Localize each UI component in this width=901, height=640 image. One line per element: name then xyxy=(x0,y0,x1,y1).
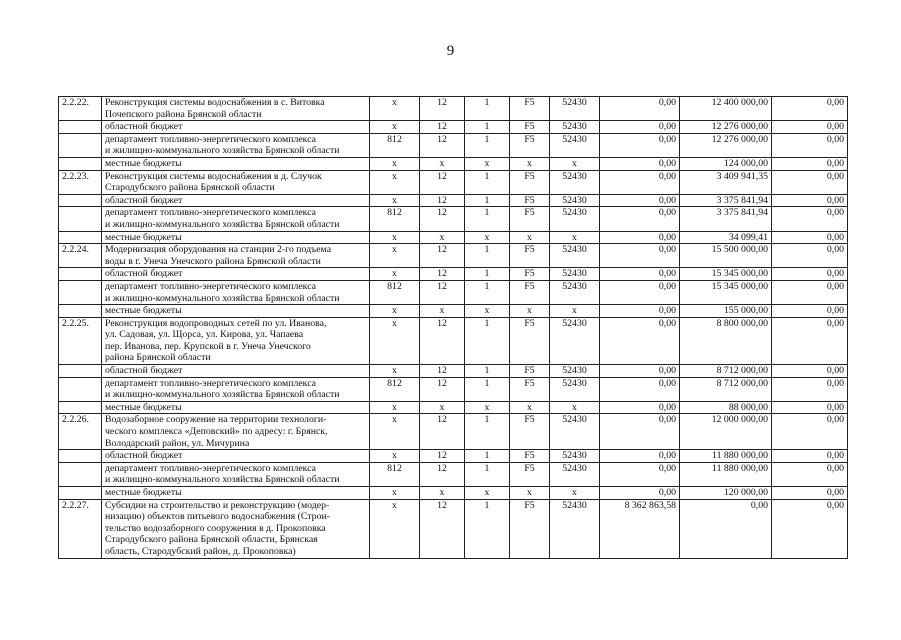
subsection-cell: 1 xyxy=(465,244,510,268)
target-subcode-cell: 52430 xyxy=(550,97,600,121)
table-row xyxy=(59,450,848,463)
amount-year1-cell: 0,00 xyxy=(600,194,680,207)
table-row xyxy=(59,487,848,500)
amount-year2-cell: 15 345 000,00 xyxy=(680,268,772,281)
amount-year1-cell: 0,00 xyxy=(600,121,680,134)
grbs-cell: х xyxy=(370,401,420,414)
amount-year1-cell: 0,00 xyxy=(600,170,680,194)
description-line: низацию) объектов питьевого водоснабжения (Строи- xyxy=(105,511,330,523)
target-code-cell: х xyxy=(510,305,550,318)
target-code-cell: F5 xyxy=(510,462,550,486)
target-subcode-cell: 52430 xyxy=(550,499,600,558)
subsection-cell: х xyxy=(465,487,510,500)
target-subcode-cell: 52430 xyxy=(550,133,600,157)
target-subcode-cell: 52430 xyxy=(550,194,600,207)
description-line: Модернизация оборудования на станции 2-го подъема xyxy=(105,244,332,256)
row-id-cell xyxy=(59,377,102,401)
table-row xyxy=(59,305,848,318)
target-subcode-cell: х xyxy=(550,305,600,318)
subsection-cell: 1 xyxy=(465,365,510,378)
grbs-cell: х xyxy=(370,499,420,558)
description-cell xyxy=(102,450,370,463)
section-cell: х xyxy=(420,487,465,500)
target-code-cell: х xyxy=(510,487,550,500)
description-line: Стародубского района Брянской области, Брянская xyxy=(105,534,318,546)
target-subcode-cell: 52430 xyxy=(550,414,600,450)
grbs-cell: х xyxy=(370,121,420,134)
description-cell xyxy=(102,157,370,170)
table-row xyxy=(59,414,848,450)
table-row xyxy=(59,317,848,364)
description-cell xyxy=(102,121,370,134)
section-cell: 12 xyxy=(420,170,465,194)
subsection-cell: 1 xyxy=(465,377,510,401)
amount-year1-cell: 0,00 xyxy=(600,305,680,318)
description-line: областной бюджет xyxy=(105,194,183,206)
description-line: местные бюджеты xyxy=(105,401,182,413)
row-id-cell: 2.2.26. xyxy=(59,414,102,450)
row-id-cell xyxy=(59,280,102,304)
target-code-cell: F5 xyxy=(510,414,550,450)
description-line: местные бюджеты xyxy=(105,157,182,169)
amount-year2-cell: 11 880 000,00 xyxy=(680,462,772,486)
section-cell: 12 xyxy=(420,377,465,401)
grbs-cell: х xyxy=(370,244,420,268)
amount-year3-cell: 0,00 xyxy=(772,450,848,463)
target-code-cell: х xyxy=(510,231,550,244)
amount-year3-cell: 0,00 xyxy=(772,170,848,194)
subsection-cell: 1 xyxy=(465,499,510,558)
amount-year3-cell: 0,00 xyxy=(772,97,848,121)
table-row xyxy=(59,365,848,378)
amount-year2-cell: 120 000,00 xyxy=(680,487,772,500)
target-code-cell: F5 xyxy=(510,377,550,401)
row-id-cell xyxy=(59,231,102,244)
subsection-cell: 1 xyxy=(465,194,510,207)
description-line: областной бюджет xyxy=(105,121,183,133)
row-id-cell xyxy=(59,207,102,231)
amount-year1-cell: 0,00 xyxy=(600,317,680,364)
section-cell: х xyxy=(420,157,465,170)
description-line: областной бюджет xyxy=(105,365,183,377)
amount-year3-cell: 0,00 xyxy=(772,121,848,134)
table-row xyxy=(59,207,848,231)
section-cell: 12 xyxy=(420,207,465,231)
description-cell xyxy=(102,305,370,318)
amount-year3-cell: 0,00 xyxy=(772,462,848,486)
description-line: и жилищно-коммунального хозяйства Брянской области xyxy=(105,292,340,304)
grbs-cell: х xyxy=(370,305,420,318)
amount-year3-cell: 0,00 xyxy=(772,268,848,281)
page-number: 9 xyxy=(446,43,455,59)
target-code-cell: F5 xyxy=(510,194,550,207)
amount-year1-cell: 0,00 xyxy=(600,401,680,414)
target-code-cell: F5 xyxy=(510,121,550,134)
target-code-cell: х xyxy=(510,401,550,414)
amount-year2-cell: 12 276 000,00 xyxy=(680,133,772,157)
amount-year2-cell: 11 880 000,00 xyxy=(680,450,772,463)
table-row xyxy=(59,170,848,194)
subsection-cell: 1 xyxy=(465,280,510,304)
amount-year2-cell: 12 400 000,00 xyxy=(680,97,772,121)
target-code-cell: F5 xyxy=(510,499,550,558)
description-line: пер. Иванова, пер. Крупской в г. Унеча Унечского xyxy=(105,340,311,352)
row-id-cell: 2.2.25. xyxy=(59,317,102,364)
target-subcode-cell: 52430 xyxy=(550,450,600,463)
amount-year2-cell: 15 345 000,00 xyxy=(680,280,772,304)
section-cell: 12 xyxy=(420,194,465,207)
description-cell xyxy=(102,194,370,207)
amount-year1-cell: 0,00 xyxy=(600,244,680,268)
target-subcode-cell: х xyxy=(550,157,600,170)
row-id-cell xyxy=(59,157,102,170)
target-subcode-cell: 52430 xyxy=(550,377,600,401)
target-code-cell: F5 xyxy=(510,244,550,268)
target-code-cell: х xyxy=(510,157,550,170)
amount-year3-cell: 0,00 xyxy=(772,401,848,414)
table-row xyxy=(59,157,848,170)
description-cell xyxy=(102,317,370,364)
description-line: местные бюджеты xyxy=(105,305,182,317)
subsection-cell: х xyxy=(465,231,510,244)
section-cell: 12 xyxy=(420,317,465,364)
amount-year2-cell: 3 375 841,94 xyxy=(680,207,772,231)
section-cell: 12 xyxy=(420,462,465,486)
subsection-cell: х xyxy=(465,157,510,170)
amount-year3-cell: 0,00 xyxy=(772,499,848,558)
amount-year3-cell: 0,00 xyxy=(772,244,848,268)
subsection-cell: 1 xyxy=(465,97,510,121)
amount-year3-cell: 0,00 xyxy=(772,305,848,318)
target-subcode-cell: 52430 xyxy=(550,121,600,134)
amount-year2-cell: 34 099,41 xyxy=(680,231,772,244)
description-cell xyxy=(102,401,370,414)
section-cell: х xyxy=(420,231,465,244)
target-subcode-cell: х xyxy=(550,401,600,414)
description-line: ул. Садовая, ул. Щорса, ул. Кирова, ул. Чапаева xyxy=(105,329,304,341)
description-cell xyxy=(102,170,370,194)
amount-year1-cell: 0,00 xyxy=(600,207,680,231)
subsection-cell: 1 xyxy=(465,121,510,134)
description-cell xyxy=(102,133,370,157)
description-line: района Брянской области xyxy=(105,352,211,364)
row-id-cell: 2.2.23. xyxy=(59,170,102,194)
target-subcode-cell: 52430 xyxy=(550,268,600,281)
subsection-cell: 1 xyxy=(465,462,510,486)
target-code-cell: F5 xyxy=(510,207,550,231)
row-id-cell xyxy=(59,268,102,281)
amount-year1-cell: 0,00 xyxy=(600,462,680,486)
amount-year2-cell: 12 000 000,00 xyxy=(680,414,772,450)
grbs-cell: 812 xyxy=(370,133,420,157)
section-cell: 12 xyxy=(420,414,465,450)
table-row xyxy=(59,121,848,134)
row-id-cell: 2.2.24. xyxy=(59,244,102,268)
row-id-cell xyxy=(59,121,102,134)
row-id-cell xyxy=(59,450,102,463)
table-row xyxy=(59,462,848,486)
description-line: местные бюджеты xyxy=(105,487,182,498)
grbs-cell: х xyxy=(370,194,420,207)
description-line: Реконструкция системы водоснабжения в д. Случок xyxy=(105,170,322,182)
table-row xyxy=(59,133,848,157)
amount-year3-cell: 0,00 xyxy=(772,487,848,500)
row-id-cell xyxy=(59,365,102,378)
table-row xyxy=(59,280,848,304)
section-cell: х xyxy=(420,305,465,318)
grbs-cell: 812 xyxy=(370,377,420,401)
grbs-cell: х xyxy=(370,487,420,500)
description-cell xyxy=(102,487,370,500)
description-line: департамент топливно-энергетического комплекса xyxy=(105,133,317,145)
row-id-cell xyxy=(59,462,102,486)
target-code-cell: F5 xyxy=(510,280,550,304)
amount-year1-cell: 0,00 xyxy=(600,97,680,121)
grbs-cell: х xyxy=(370,414,420,450)
target-subcode-cell: 52430 xyxy=(550,280,600,304)
amount-year2-cell: 8 800 000,00 xyxy=(680,317,772,364)
grbs-cell: х xyxy=(370,231,420,244)
section-cell: 12 xyxy=(420,121,465,134)
target-code-cell: F5 xyxy=(510,450,550,463)
description-line: воды в г. Унеча Унечского района Брянской области xyxy=(105,255,321,267)
target-subcode-cell: 52430 xyxy=(550,207,600,231)
description-cell xyxy=(102,414,370,450)
row-id-cell xyxy=(59,194,102,207)
subsection-cell: 1 xyxy=(465,450,510,463)
description-line: Володарский район, ул. Мичурина xyxy=(105,437,250,449)
amount-year2-cell: 155 000,00 xyxy=(680,305,772,318)
description-line: и жилищно-коммунального хозяйства Брянской области xyxy=(105,389,340,401)
grbs-cell: х xyxy=(370,317,420,364)
grbs-cell: 812 xyxy=(370,280,420,304)
description-line: тельство водозаборного сооружения в д. Прокоповка xyxy=(105,522,326,534)
amount-year1-cell: 0,00 xyxy=(600,365,680,378)
table-row xyxy=(59,268,848,281)
section-cell: 12 xyxy=(420,450,465,463)
section-cell: 12 xyxy=(420,244,465,268)
amount-year3-cell: 0,00 xyxy=(772,157,848,170)
subsection-cell: 1 xyxy=(465,133,510,157)
grbs-cell: х xyxy=(370,97,420,121)
target-subcode-cell: 52430 xyxy=(550,462,600,486)
description-line: областной бюджет xyxy=(105,268,183,280)
description-line: местные бюджеты xyxy=(105,231,182,243)
amount-year1-cell: 0,00 xyxy=(600,487,680,500)
subsection-cell: 1 xyxy=(465,414,510,450)
amount-year1-cell: 0,00 xyxy=(600,450,680,463)
description-cell xyxy=(102,499,370,558)
grbs-cell: х xyxy=(370,365,420,378)
subsection-cell: 1 xyxy=(465,268,510,281)
section-cell: 12 xyxy=(420,499,465,558)
subsection-cell: 1 xyxy=(465,317,510,364)
amount-year1-cell: 8 362 863,58 xyxy=(600,499,680,558)
amount-year1-cell: 0,00 xyxy=(600,157,680,170)
row-id-cell: 2.2.27. xyxy=(59,499,102,558)
row-id-cell xyxy=(59,305,102,318)
description-cell xyxy=(102,280,370,304)
description-cell xyxy=(102,365,370,378)
table-body xyxy=(59,97,848,559)
amount-year1-cell: 0,00 xyxy=(600,268,680,281)
description-line: область, Стародубский район, д. Прокоповка) xyxy=(105,545,296,557)
section-cell: х xyxy=(420,401,465,414)
description-line: Реконструкция системы водоснабжения в с. Витовка xyxy=(105,97,325,108)
amount-year3-cell: 0,00 xyxy=(772,231,848,244)
description-cell xyxy=(102,462,370,486)
amount-year1-cell: 0,00 xyxy=(600,231,680,244)
target-code-cell: F5 xyxy=(510,133,550,157)
target-subcode-cell: х xyxy=(550,487,600,500)
description-line: областной бюджет xyxy=(105,450,183,462)
amount-year2-cell: 3 409 941,35 xyxy=(680,170,772,194)
description-cell xyxy=(102,97,370,121)
target-code-cell: F5 xyxy=(510,170,550,194)
section-cell: 12 xyxy=(420,133,465,157)
grbs-cell: 812 xyxy=(370,462,420,486)
amount-year3-cell: 0,00 xyxy=(772,280,848,304)
table-row xyxy=(59,194,848,207)
description-line: Стародубского района Брянской области xyxy=(105,182,275,194)
description-line: и жилищно-коммунального хозяйства Брянской области xyxy=(105,145,340,157)
amount-year2-cell: 124 000,00 xyxy=(680,157,772,170)
description-line: и жилищно-коммунального хозяйства Брянской области xyxy=(105,474,340,486)
section-cell: 12 xyxy=(420,365,465,378)
table-row xyxy=(59,401,848,414)
amount-year3-cell: 0,00 xyxy=(772,414,848,450)
grbs-cell: 812 xyxy=(370,207,420,231)
amount-year2-cell: 0,00 xyxy=(680,499,772,558)
target-code-cell: F5 xyxy=(510,268,550,281)
table-row xyxy=(59,499,848,558)
description-line: департамент топливно-энергетического комплекса xyxy=(105,207,317,219)
description-line: Почепского района Брянской области xyxy=(105,108,262,120)
description-line: департамент топливно-энергетического комплекса xyxy=(105,377,317,389)
subsection-cell: х xyxy=(465,401,510,414)
target-subcode-cell: 52430 xyxy=(550,170,600,194)
table-row xyxy=(59,231,848,244)
description-line: ческого комплекса «Деповский» по адресу: г. Брянск, xyxy=(105,426,328,438)
amount-year3-cell: 0,00 xyxy=(772,365,848,378)
target-subcode-cell: 52430 xyxy=(550,244,600,268)
section-cell: 12 xyxy=(420,280,465,304)
table-row xyxy=(59,377,848,401)
amount-year3-cell: 0,00 xyxy=(772,194,848,207)
target-code-cell: F5 xyxy=(510,365,550,378)
grbs-cell: х xyxy=(370,450,420,463)
amount-year2-cell: 88 000,00 xyxy=(680,401,772,414)
amount-year3-cell: 0,00 xyxy=(772,317,848,364)
target-subcode-cell: 52430 xyxy=(550,365,600,378)
subsection-cell: 1 xyxy=(465,170,510,194)
row-id-cell xyxy=(59,487,102,500)
row-id-cell: 2.2.22. xyxy=(59,97,102,121)
grbs-cell: х xyxy=(370,170,420,194)
subsection-cell: 1 xyxy=(465,207,510,231)
amount-year2-cell: 8 712 000,00 xyxy=(680,365,772,378)
grbs-cell: х xyxy=(370,268,420,281)
amount-year2-cell: 8 712 000,00 xyxy=(680,377,772,401)
description-cell xyxy=(102,231,370,244)
description-cell xyxy=(102,244,370,268)
description-line: и жилищно-коммунального хозяйства Брянской области xyxy=(105,218,340,230)
amount-year2-cell: 12 276 000,00 xyxy=(680,121,772,134)
amount-year1-cell: 0,00 xyxy=(600,280,680,304)
target-code-cell: F5 xyxy=(510,317,550,364)
grbs-cell: х xyxy=(370,157,420,170)
budget-table xyxy=(58,96,848,559)
table-row xyxy=(59,244,848,268)
target-subcode-cell: х xyxy=(550,231,600,244)
amount-year3-cell: 0,00 xyxy=(772,207,848,231)
description-line: департамент топливно-энергетического комплекса xyxy=(105,280,317,292)
table-row xyxy=(59,97,848,121)
row-id-cell xyxy=(59,401,102,414)
target-code-cell: F5 xyxy=(510,97,550,121)
amount-year2-cell: 15 500 000,00 xyxy=(680,244,772,268)
amount-year3-cell: 0,00 xyxy=(772,133,848,157)
row-id-cell xyxy=(59,133,102,157)
section-cell: 12 xyxy=(420,268,465,281)
amount-year1-cell: 0,00 xyxy=(600,377,680,401)
description-cell xyxy=(102,268,370,281)
amount-year3-cell: 0,00 xyxy=(772,377,848,401)
description-line: департамент топливно-энергетического комплекса xyxy=(105,462,317,474)
amount-year2-cell: 3 375 841,94 xyxy=(680,194,772,207)
description-cell xyxy=(102,207,370,231)
section-cell: 12 xyxy=(420,97,465,121)
description-line: Реконструкция водопроводных сетей по ул. Иванова, xyxy=(105,317,327,329)
description-line: Водозаборное сооружение на территории технологи- xyxy=(105,414,327,426)
subsection-cell: х xyxy=(465,305,510,318)
amount-year1-cell: 0,00 xyxy=(600,133,680,157)
description-cell xyxy=(102,377,370,401)
target-subcode-cell: 52430 xyxy=(550,317,600,364)
description-line: Субсидии на строительство и реконструкцию (модер- xyxy=(105,499,330,511)
amount-year1-cell: 0,00 xyxy=(600,414,680,450)
